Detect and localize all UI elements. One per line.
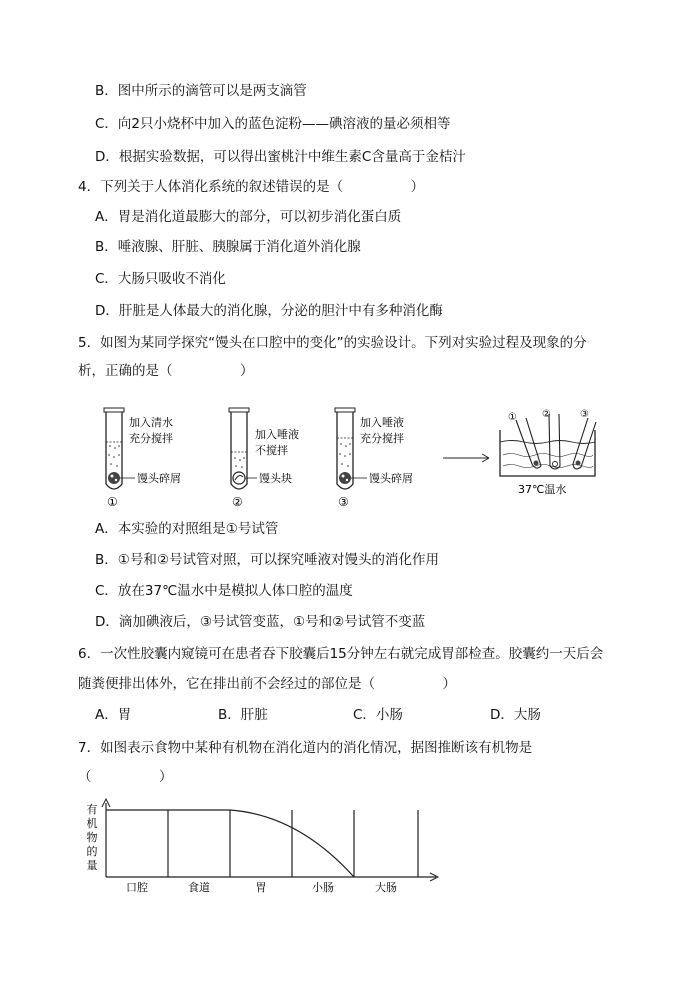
y-axis-label-char: 有 [86, 803, 98, 816]
q3-option-d: D．根据实验数据，可以得出蜜桃汁中维生素C含量高于金桔汁 [95, 149, 466, 165]
region-label: 口腔 [126, 881, 148, 894]
y-axis-label-char: 物 [86, 831, 98, 844]
test-tube-2 [229, 408, 299, 509]
tube3-number: ③ [338, 495, 349, 509]
tube2-label-line1: 加入唾液 [255, 428, 299, 441]
q6-option-c: C．小肠 [353, 707, 403, 723]
q6-stem-line2: 随粪便排出体外，它在排出前不会经过的部位是（ ） [78, 676, 456, 692]
q6-stem-line1: 6．一次性胶囊内窥镜可在患者吞下胶囊后15分钟左右就完成胃部检查。胶囊约一天后会 [78, 646, 604, 662]
bath-tube3-number: ③ [580, 409, 589, 420]
tube1-number: ① [107, 495, 118, 509]
bath-tube1-number: ① [508, 412, 517, 423]
region-label: 小肠 [312, 881, 334, 894]
test-tube-1 [104, 408, 181, 509]
tube3-label-line2: 充分搅拌 [360, 432, 404, 445]
tube1-bottom-label: 馒头碎屑 [137, 472, 181, 485]
q6-option-b: B．肝脏 [218, 707, 268, 723]
bath-tube2-number: ② [542, 409, 551, 420]
tube3-label-line1: 加入唾液 [360, 416, 404, 429]
q6-option-a: A．胃 [95, 707, 132, 723]
y-axis-label-char: 机 [86, 817, 98, 830]
q4-option-d: D．肝脏是人体最大的消化腺，分泌的胆汁中有多种消化酶 [95, 303, 443, 319]
bath-temperature-label: 37℃温水 [518, 483, 567, 496]
q7-stem: 7．如图表示食物中某种有机物在消化道内的消化情况，据图推断该有机物是 [78, 740, 533, 756]
q7-answer-paren: （ ） [78, 769, 173, 785]
y-axis-label [87, 803, 98, 872]
q5-option-d: D．滴加碘液后，③号试管变蓝，①号和②号试管不变蓝 [95, 614, 426, 630]
q4-option-b: B．唾液腺、肝脏、胰腺属于消化道外消化腺 [95, 239, 361, 255]
y-axis-label-char: 的 [86, 845, 98, 858]
q5-stem-line2: 析，正确的是（ ） [78, 363, 254, 379]
tube2-number: ② [232, 495, 243, 509]
q5-option-b: B．①号和②号试管对照，可以探究唾液对馒头的消化作用 [95, 552, 439, 568]
region-label: 胃 [255, 881, 267, 894]
test-tube-3 [335, 408, 413, 509]
right-arrow-icon [443, 454, 489, 462]
digestion-chart [78, 795, 458, 895]
y-axis-label-char: 量 [86, 859, 98, 872]
water-bath-beaker [500, 409, 596, 496]
q4-stem: 4．下列关于人体消化系统的叙述错误的是（ ） [78, 179, 425, 195]
tube3-bottom-label: 馒头碎屑 [369, 472, 413, 485]
region-label: 食道 [188, 881, 210, 894]
q3-option-b: B．图中所示的滴管可以是两支滴管 [95, 83, 307, 99]
q3-option-c: C．向2只小烧杯中加入的蓝色淀粉——碘溶液的量必须相等 [95, 116, 451, 132]
q4-option-c: C．大肠只吸收不消化 [95, 271, 226, 287]
q5-option-c: C．放在37℃温水中是模拟人体口腔的温度 [95, 583, 353, 599]
tube1-label-line1: 加入清水 [129, 416, 173, 429]
q5-experiment-figure [95, 400, 615, 510]
q4-option-a: A．胃是消化道最膨大的部分，可以初步消化蛋白质 [95, 209, 402, 225]
tube1-label-line2: 充分搅拌 [129, 432, 173, 445]
q5-stem-line1: 5．如图为某同学探究“馒头在口腔中的变化”的实验设计。下列对实验过程及现象的分 [78, 335, 587, 351]
tube2-label-line2: 不搅拌 [255, 444, 288, 457]
q6-option-d: D．大肠 [490, 707, 541, 723]
q5-option-a: A．本实验的对照组是①号试管 [95, 521, 279, 537]
tube2-bottom-label: 馒头块 [259, 472, 292, 485]
region-label: 大肠 [375, 881, 397, 894]
